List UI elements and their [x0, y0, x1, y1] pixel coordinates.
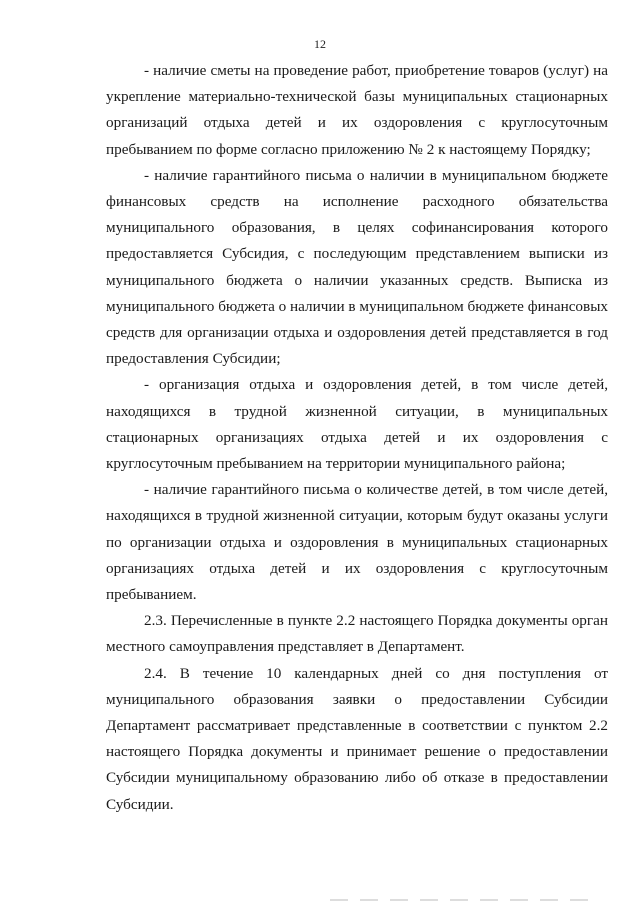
page-number: 12 — [314, 37, 326, 51]
document-body — [106, 58, 608, 818]
paragraph-guarantee-letter-children: - наличие гарантийного письма о количестве детей, в том числе детей, находящихся в трудной жизненной ситуации, которым будут оказаны услуги по организации отдыха и оздоровления в муниципальных стационарных организациях отдыха детей и их оздоровления с круглосуточным пребыванием. — [106, 481, 608, 604]
paragraph-estimate-requirement: - наличие сметы на проведение работ, приобретение товаров (услуг) на укрепление материально-технической базы муниципальных стационарных организаций отдыха детей и их оздоровления с круглосуточным пребыванием по форме согласно приложению № 2 к настоящему Порядку; — [106, 62, 608, 158]
paragraph-clause-2-3: 2.3. Перечисленные в пункте 2.2 настоящего Порядка документы орган местного самоуправления представляет в Департамент. — [106, 612, 608, 656]
paragraph-clause-2-4: 2.4. В течение 10 календарных дней со дня поступления от муниципального образования заявки о предоставлении Субсидии Департамент рассматривает представленные в соответствии с пунктом 2.2 настоящего Порядка документы и принимает решение о предоставлении Субсидии муниципальному образованию либо об отказе в предоставлении Субсидии. — [106, 664, 608, 813]
scan-edge-artifact — [330, 899, 600, 901]
paragraph-organization-of-recreation: - организация отдыха и оздоровления детей, в том числе детей, находящихся в трудной жизненной ситуации, в муниципальных стационарных организациях отдыха детей и их оздоровления с круглосуточным пребыванием на территории муниципального района; — [106, 376, 608, 473]
paragraph-guarantee-letter-funds: - наличие гарантийного письма о наличии в муниципальном бюджете финансовых средств на исполнение расходного обязательства муниципального образования, в целях софинансирования которого предоставляется Субсидия, с последующим представлением выписки из муниципального бюджета о наличии указанных средств. Выписка из муниципального бюджета о наличии в муниципальном бюджете финансовых средств для организации отдыха и оздоровления детей представляется в год предоставления Субсидии; — [106, 166, 608, 368]
